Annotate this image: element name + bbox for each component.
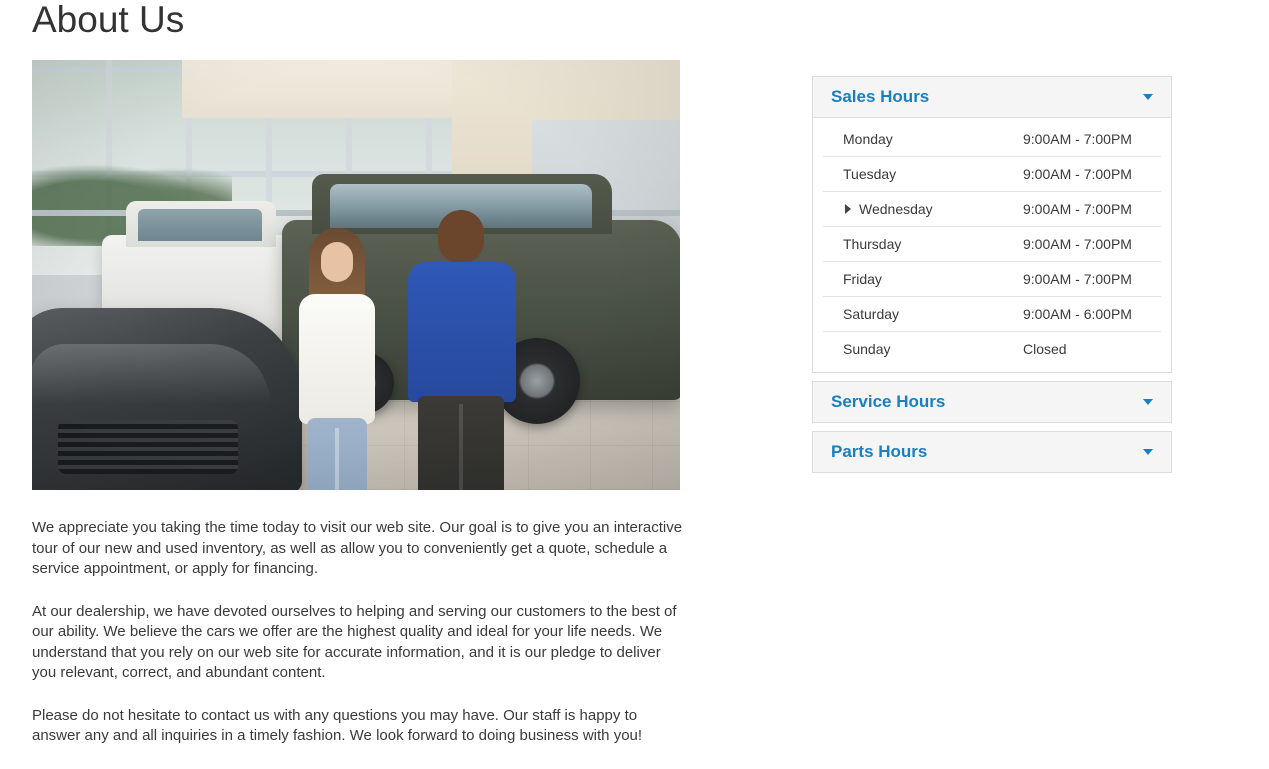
table-row [823,227,1161,262]
table-row [823,122,1161,157]
chevron-down-icon[interactable] [1143,399,1153,405]
hours-time: 9:00AM - 7:00PM [1023,166,1132,182]
hours-day: Saturday [843,306,900,322]
table-row [823,332,1161,367]
hours-day: Wednesday [823,192,1021,227]
hours-time: 9:00AM - 7:00PM [1023,236,1132,252]
hours-day: Friday [843,271,882,287]
table-row [823,157,1161,192]
hours-sidebar [812,76,1172,481]
panel-header-sales-hours[interactable] [813,77,1171,118]
about-paragraph-2: At our dealership, we have devoted ourselves to helping and serving our customers to the best of our ability. We believe the cars we offer are the highest quality and ideal for your life needs. We understand that you rely on our web site for accurate information, and it is our pledge to deliver you relevant, correct, and abundant content. [32,602,677,681]
chevron-down-icon[interactable] [1143,449,1153,455]
panel-title-service-hours: Service Hours [831,392,946,411]
panel-body-sales-hours [813,118,1171,372]
hours-time: 9:00AM - 7:00PM [1023,201,1132,217]
table-row [823,297,1161,332]
chevron-down-icon[interactable] [1143,94,1153,100]
hours-time: Closed [1023,341,1067,357]
panel-header-service-hours[interactable] [813,382,1171,422]
hours-time: 9:00AM - 7:00PM [1023,271,1132,287]
about-paragraph-1: We appreciate you taking the time today to visit our web site. Our goal is to give you an interactive tour of our new and used inventory, as well as allow you to conveniently get a quote, schedule a service appointment, or apply for financing. [32,519,683,577]
panel-parts-hours [812,431,1172,473]
page-title: About Us [32,0,185,40]
panel-header-parts-hours[interactable] [813,432,1171,472]
hours-day: Monday [843,131,893,147]
panel-sales-hours [812,76,1172,373]
hours-time: 9:00AM - 7:00PM [1023,131,1132,147]
about-paragraph-3: Please do not hesitate to contact us with any questions you may have. Our staff is happy to answer any and all inquiries in a timely fashion. We look forward to doing business with you! [32,706,643,744]
hours-day: Tuesday [843,166,897,182]
about-us-body [32,518,683,747]
dealership-hero-image [32,60,680,490]
panel-title-parts-hours: Parts Hours [831,442,928,461]
table-row-today [823,192,1161,227]
sales-hours-table [823,122,1161,366]
panel-service-hours [812,381,1172,423]
hours-day: Sunday [843,341,891,357]
panel-title-sales-hours: Sales Hours [831,87,930,106]
table-row [823,262,1161,297]
hours-time: 9:00AM - 6:00PM [1023,306,1132,322]
photo-vignette [32,60,680,490]
main-content-column [32,60,683,769]
hours-day: Thursday [843,236,902,252]
